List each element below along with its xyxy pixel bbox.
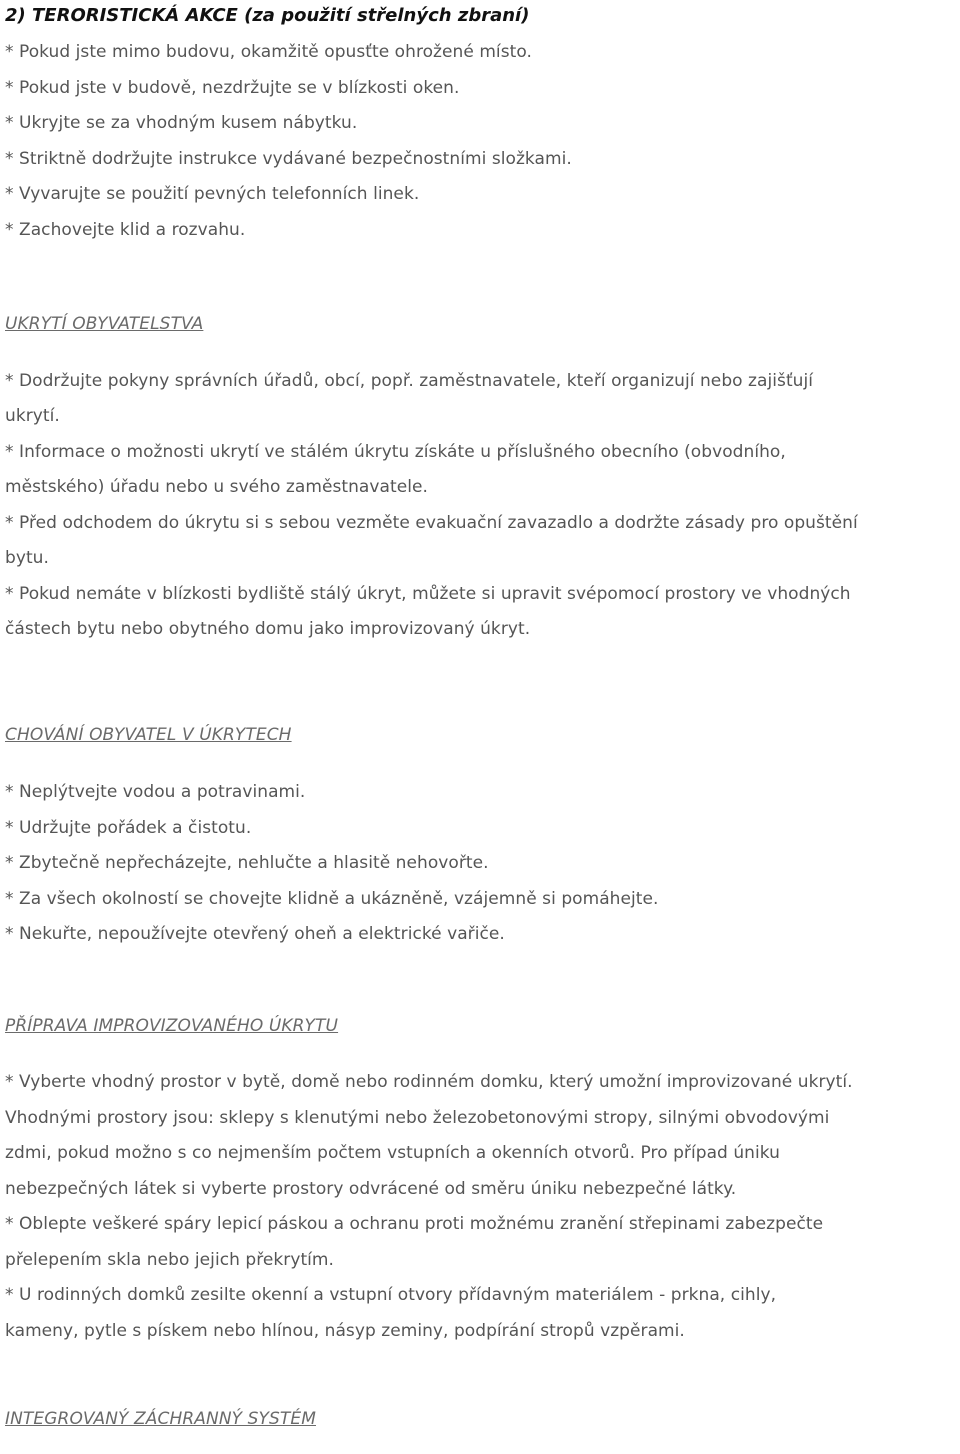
instruction-line: částech bytu nebo obytného domu jako improvizovaný úkryt. [5, 619, 531, 639]
terror-instructions [5, 35, 957, 248]
instruction-line: kameny, pytle s pískem nebo hlínou, násyp zeminy, podpírání stropů vzpěrami. [5, 1320, 685, 1341]
instruction-line: bytu. [5, 548, 49, 568]
instruction-line: * Dodržujte pokyny správních úřadů, obcí, popř. zaměstnavatele, kteří organizují nebo zajišťují [5, 370, 814, 391]
instruction-line: * Nekuřte, nepoužívejte otevřený oheň a elektrické vařiče. [5, 924, 505, 944]
spacer [5, 753, 957, 775]
instruction-line: * Neplýtvejte vodou a potravinami. [5, 782, 306, 802]
instruction-line: * Informace o možnosti ukrytí ve stálém úkrytu získáte u příslušného obecního (obvodního, [5, 441, 786, 462]
instruction-line: městského) úřadu nebo u svého zaměstnavatele. [5, 477, 428, 497]
section-title-terror: 2) TERORISTICKÁ AKCE (za použití střelných zbraní) [5, 5, 530, 26]
spacer [5, 648, 957, 718]
spacer [5, 248, 957, 307]
heading-integrovany-zachranny-system: INTEGROVANÝ ZÁCHRANNÝ SYSTÉM [5, 1409, 316, 1429]
instruction-line: přelepením skla nebo jejich překrytím. [5, 1249, 335, 1270]
instruction-line: * Zbytečně nepřecházejte, nehlučte a hlasitě nehovořte. [5, 853, 489, 873]
instruction-line: * U rodinných domků zesilte okenní a vstupní otvory přídavným materiálem - prkna, cihly, [5, 1285, 777, 1305]
spacer [5, 1349, 957, 1402]
heading-chovani-v-ukrytech: CHOVÁNÍ OBYVATEL V ÚKRYTECH [5, 724, 292, 745]
instruction-line: Vhodnými prostory jsou: sklepy s klenutými nebo železobetonovými stropy, silnými obvodovými [5, 1107, 830, 1128]
instruction-line: * Pokud nemáte v blízkosti bydliště stálý úkryt, můžete si upravit svépomocí prostory ve vhodných [5, 583, 851, 604]
instruction-line: * Pokud jste mimo budovu, okamžitě opusťte ohrožené místo. [5, 42, 532, 62]
spacer [5, 953, 957, 1009]
instruction-line: * Pokud jste v budově, nezdržujte se v blízkosti oken. [5, 77, 460, 98]
instruction-line: * Oblepte veškeré spáry lepicí páskou a ochranu proti možnému zranění střepinami zabezpečte [5, 1214, 824, 1234]
instruction-line: ukrytí. [5, 406, 60, 426]
spacer [5, 343, 957, 364]
instruction-line: nebezpečných látek si vyberte prostory odvrácené od směru úniku nebezpečné látky. [5, 1178, 737, 1199]
priprava-instructions [5, 1065, 957, 1349]
instruction-line: * Před odchodem do úkrytu si s sebou vezměte evakuační zavazadlo a dodržte zásady pro opuštění [5, 512, 858, 533]
instruction-line: * Ukryjte se za vhodným kusem nábytku. [5, 113, 358, 133]
heading-priprava-improvizovaneho-ukrytu: PŘÍPRAVA IMPROVIZOVANÉHO ÚKRYTU [5, 1015, 339, 1036]
spacer [5, 1044, 957, 1065]
instruction-line: * Vyvarujte se použití pevných telefonních linek. [5, 184, 420, 204]
heading-ukryti-obyvatelstva: UKRYTÍ OBYVATELSTVA [5, 314, 204, 334]
document-page [5, 0, 957, 1438]
instruction-line: * Striktně dodržujte instrukce vydávané bezpečnostními složkami. [5, 148, 572, 169]
instruction-line: * Zachovejte klid a rozvahu. [5, 219, 246, 240]
ukryti-instructions [5, 364, 957, 648]
chovani-instructions [5, 775, 957, 953]
instruction-line: * Udržujte pořádek a čistotu. [5, 817, 252, 838]
instruction-line: zdmi, pokud možno s co nejmenším počtem vstupních a okenních otvorů. Pro případ úniku [5, 1143, 780, 1163]
instruction-line: * Vyberte vhodný prostor v bytě, domě nebo rodinném domku, který umožní improvizované ukrytí. [5, 1072, 853, 1092]
instruction-line: * Za všech okolností se chovejte klidně a ukázněně, vzájemně si pomáhejte. [5, 888, 659, 909]
